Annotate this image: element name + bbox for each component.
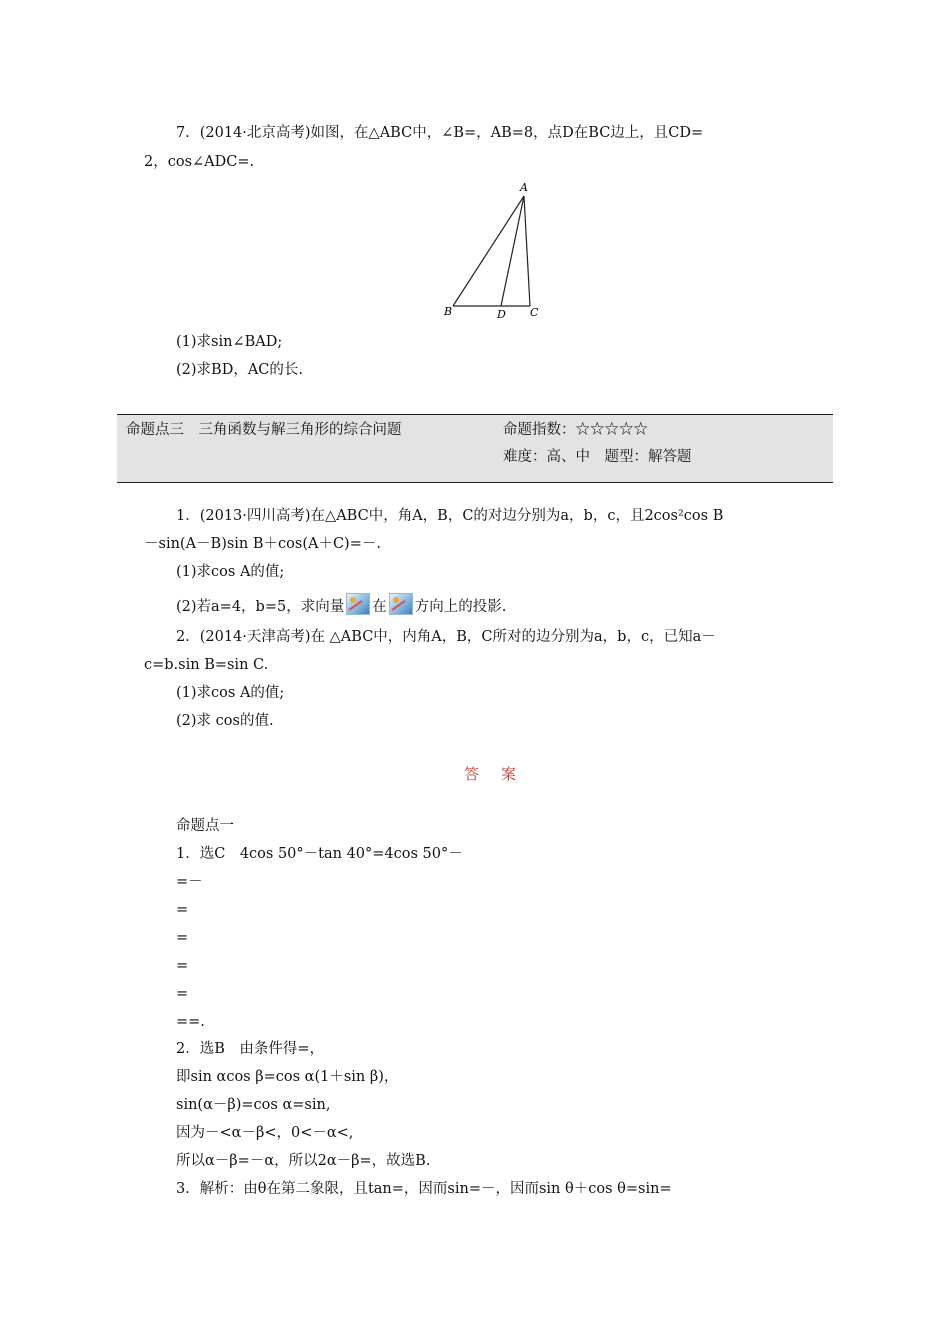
p2-line2: c=b.sin B=sin C. bbox=[144, 657, 269, 673]
answers-heading: 命题点一 bbox=[176, 818, 234, 834]
answers-title: 答案 bbox=[464, 765, 539, 783]
section-title: 命题点三 三角函数与解三角形的综合问题 bbox=[126, 422, 402, 438]
figure-label-a: A bbox=[520, 181, 528, 194]
section-header-box bbox=[117, 414, 833, 483]
section-index: 命题指数：☆☆☆☆☆ bbox=[503, 422, 648, 438]
section-difficulty: 难度：高、中 题型：解答题 bbox=[503, 449, 692, 465]
answer-1-step: = bbox=[176, 930, 189, 946]
p2-line1: 2．(2014·天津高考)在 △ABC中，内角A，B，C所对的边分别为a，b，c，已知a－ bbox=[176, 629, 716, 645]
answer-2-step: sin(α－β)=cos α=sin, bbox=[176, 1097, 331, 1113]
p1-line1: 1．(2013·四川高考)在△ABC中，角A，B，C的对边分别为a，b，c，且2cos²cos B bbox=[176, 508, 724, 524]
p1-sub2-c: 方向上的投影. bbox=[414, 599, 507, 615]
answer-1-step: =－ bbox=[176, 874, 203, 890]
vector-image-icon bbox=[389, 593, 413, 615]
vector-image-icon bbox=[346, 593, 370, 615]
answer-1-step: = bbox=[176, 958, 189, 974]
p2-sub1: (1)求cos A的值; bbox=[176, 685, 285, 701]
p1-sub1: (1)求cos A的值; bbox=[176, 564, 285, 580]
answer-2-step: 所以α－β=－α，所以2α－β=，故选B. bbox=[176, 1153, 431, 1169]
q7-line2: 2，cos∠ADC=. bbox=[144, 154, 255, 170]
figure-label-d: D bbox=[497, 308, 506, 321]
q7-line1: 7．(2014·北京高考)如图，在△ABC中，∠B=，AB=8，点D在BC边上，且CD= bbox=[176, 125, 704, 141]
p2-sub2: (2)求 cos的值. bbox=[176, 713, 274, 729]
p1-sub2 bbox=[176, 593, 506, 617]
q7-sub2: (2)求BD，AC的长. bbox=[176, 362, 303, 378]
answer-3: 3．解析：由θ在第二象限，且tan=，因而sin=－，因而sin θ＋cos θ=sin= bbox=[176, 1181, 672, 1197]
answer-2-step: 因为－<α－β<，0<－α<, bbox=[176, 1125, 354, 1141]
q7-sub1: (1)求sin∠BAD; bbox=[176, 334, 283, 350]
answer-1: 1．选C 4cos 50°－tan 40°=4cos 50°－ bbox=[176, 846, 463, 862]
answer-2-step: 即sin αcos β=cos α(1＋sin β)， bbox=[176, 1069, 399, 1085]
figure-label-c: C bbox=[530, 306, 539, 319]
p1-sub2-a: (2)若a=4，b=5，求向量 bbox=[176, 599, 345, 615]
answer-1-step: = bbox=[176, 986, 189, 1002]
p1-sub2-b: 在 bbox=[372, 599, 387, 615]
answer-2: 2．选B 由条件得=， bbox=[176, 1041, 325, 1057]
figure-label-b: B bbox=[444, 305, 453, 318]
p1-line2: －sin(A－B)sin B＋cos(A＋C)=－. bbox=[144, 536, 381, 552]
answer-1-step: ==. bbox=[176, 1014, 205, 1030]
answer-1-step: = bbox=[176, 902, 189, 918]
triangle-figure bbox=[438, 178, 548, 323]
